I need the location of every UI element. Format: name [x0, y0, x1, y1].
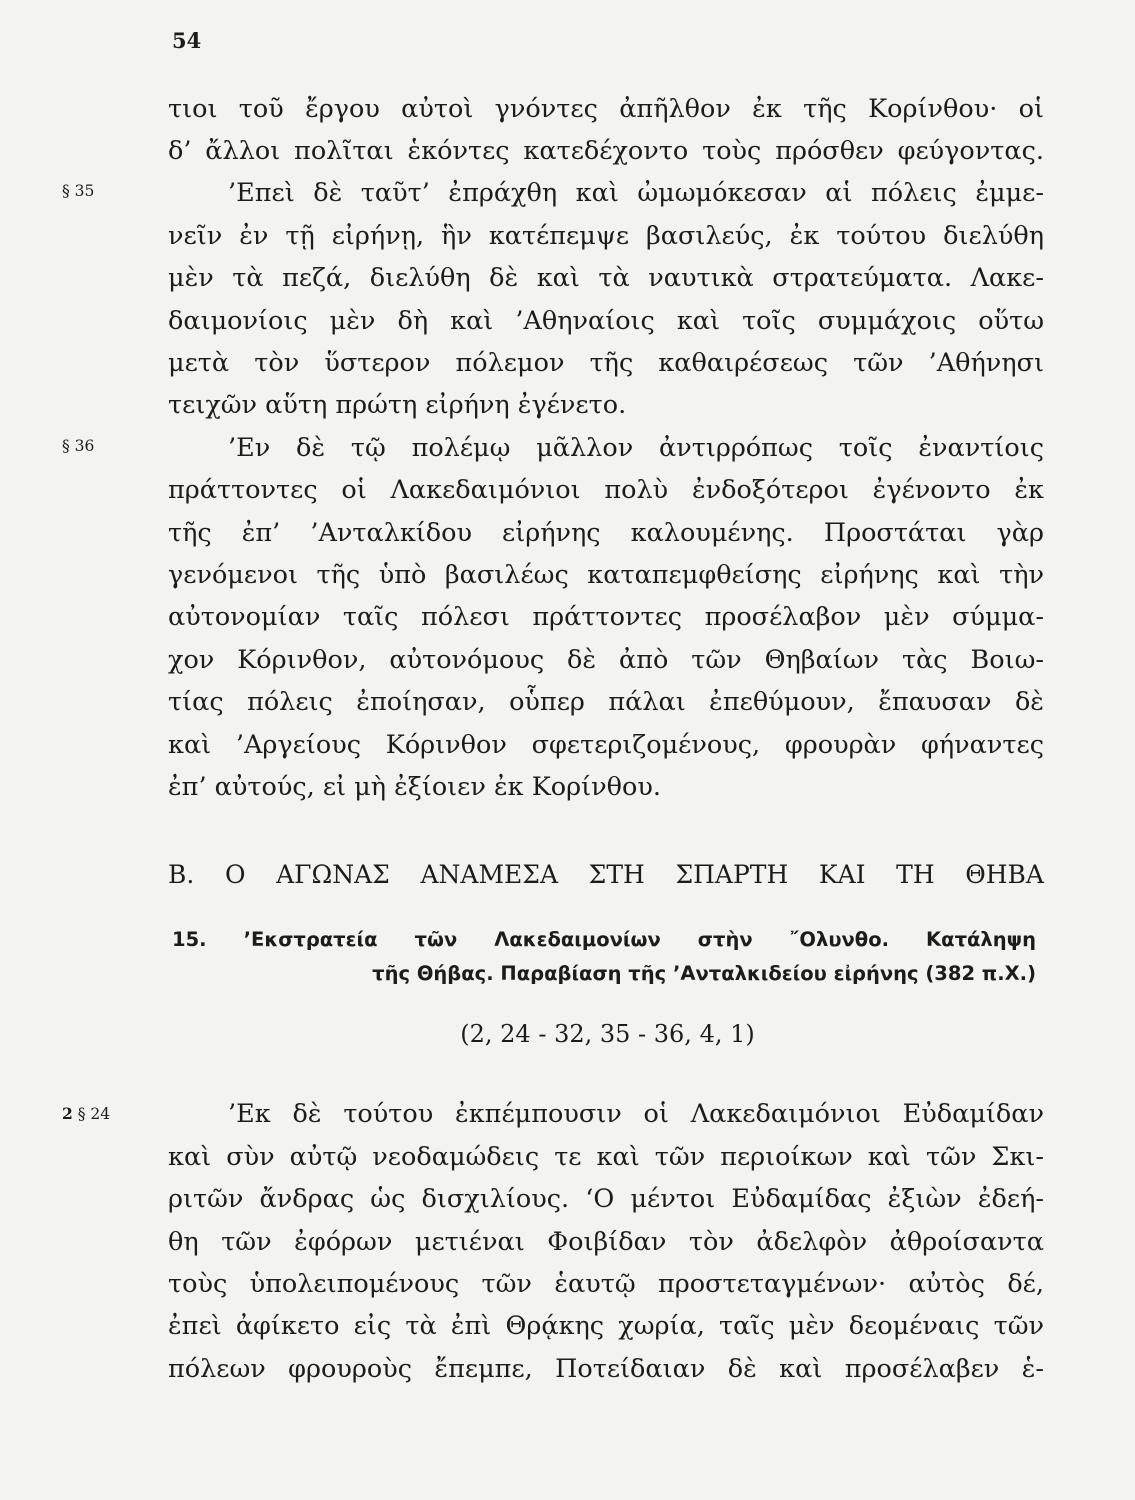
source-citation: (2, 24 - 32, 35 - 36, 4, 1) [460, 1020, 755, 1048]
text-line: ’Επεὶ δὲ ταῦτ’ ἐπράχθη καὶ ὠμωμόκεσαν αἱ πόλεις ἐμμε- [228, 178, 1044, 208]
text-line: νεῖν ἐν τῇ εἰρήνῃ, ἣν κατέπεμψε βασιλεύς, ἐκ τούτου διελύθη [168, 221, 1044, 251]
page-number: 54 [172, 28, 202, 53]
text-line: πράττοντες οἱ Λακεδαιμόνιοι πολὺ ἐνδοξότεροι ἐγένοντο ἐκ [168, 475, 1044, 505]
text-line: τίας πόλεις ἐποίησαν, οὗπερ πάλαι ἐπεθύμουν, ἔπαυσαν δὲ [168, 687, 1044, 717]
text-line: τιοι τοῦ ἔργου αὐτοὶ γνόντες ἀπῆλθον ἐκ τῆς Κορίνθου· οἱ [168, 94, 1044, 124]
text-line: δ’ ἄλλοι πολῖται ἑκόντες κατεδέχοντο τοὺς πρόσθεν φεύγοντας. [168, 136, 1044, 166]
text-line: καὶ ’Αργείους Κόρινθον σφετεριζομένους, φρουρὰν φήναντες [168, 730, 1044, 760]
text-line: τῆς ἐπ’ ’Ανταλκίδου εἰρήνης καλουμένης. Προστάται γὰρ [168, 518, 1044, 548]
chapter-title-line-2: τῆς Θήβας. Παραβίαση τῆς ’Ανταλκιδείου εἰρήνης (382 π.Χ.) [372, 962, 1036, 985]
text-line: τειχῶν αὕτη πρώτη εἰρήνη ἐγένετο. [168, 390, 627, 420]
section-heading: B. Ο ΑΓΩΝΑΣ ΑΝΑΜΕΣΑ ΣΤΗ ΣΠΑΡΤΗ ΚΑΙ ΤΗ ΘΗΒΑ [168, 860, 1044, 889]
text-line: μὲν τὰ πεζά, διελύθη δὲ καὶ τὰ ναυτικὰ στρατεύματα. Λακε- [168, 263, 1044, 293]
text-line: ἐπεὶ ἀφίκετο εἰς τὰ ἐπὶ Θρᾴκης χωρία, ταῖς μὲν δεομέναις τῶν [168, 1311, 1044, 1341]
text-line: θη τῶν ἐφόρων μετιέναι Φοιβίδαν τὸν ἀδελφὸν ἀθροίσαντα [168, 1227, 1044, 1257]
margin-ref-s35: § 35 [62, 182, 95, 200]
text-line: ἐπ’ αὐτούς, εἰ μὴ ἐξίοιεν ἐκ Κορίνθου. [168, 772, 661, 802]
margin-ref-s24 [62, 1104, 110, 1123]
text-line: καὶ σὺν αὐτῷ νεοδαμώδεις τε καὶ τῶν περιοίκων καὶ τῶν Σκι- [168, 1142, 1044, 1172]
text-line: πόλεων φρουροὺς ἔπεμπε, Ποτείδαιαν δὲ καὶ προσέλαβεν ἑ- [168, 1354, 1044, 1384]
margin-ref-s36: § 36 [62, 437, 95, 455]
text-line: αὐτονομίαν ταῖς πόλεσι πράττοντες προσέλαβον μὲν σύμμα- [168, 602, 1044, 632]
chapter-title-line-1: 15. ’Εκστρατεία τῶν Λακεδαιμονίων στὴν ῎Ολυνθο. Κατάληψη [172, 928, 1036, 951]
text-line: γενόμενοι τῆς ὑπὸ βασιλέως καταπεμφθείσης εἰρήνης καὶ τὴν [168, 560, 1044, 590]
text-line: τοὺς ὑπολειπομένους τῶν ἑαυτῷ προστεταγμένων· αὐτὸς δέ, [168, 1269, 1044, 1299]
margin-ref-book-number: 2 [62, 1104, 73, 1123]
text-line: ’Εν δὲ τῷ πολέμῳ μᾶλλον ἀντιρρόπως τοῖς ἐναντίοις [228, 433, 1044, 463]
text-line: δαιμονίοις μὲν δὴ καὶ ’Αθηναίοις καὶ τοῖς συμμάχοις οὕτω [168, 306, 1044, 336]
text-line: μετὰ τὸν ὕστερον πόλεμον τῆς καθαιρέσεως τῶν ’Αθήνησι [168, 348, 1044, 378]
text-line: χον Κόρινθον, αὐτονόμους δὲ ἀπὸ τῶν Θηβαίων τὰς Βοιω- [168, 645, 1044, 675]
text-line: ’Εκ δὲ τούτου ἐκπέμπουσιν οἱ Λακεδαιμόνιοι Εὐδαμίδαν [228, 1099, 1044, 1129]
text-line: ριτῶν ἄνδρας ὡς δισχιλίους. ‘Ο μέντοι Εὐδαμίδας ἐξιὼν ἐδεή- [168, 1184, 1044, 1214]
margin-ref-section: § 24 [77, 1105, 111, 1123]
